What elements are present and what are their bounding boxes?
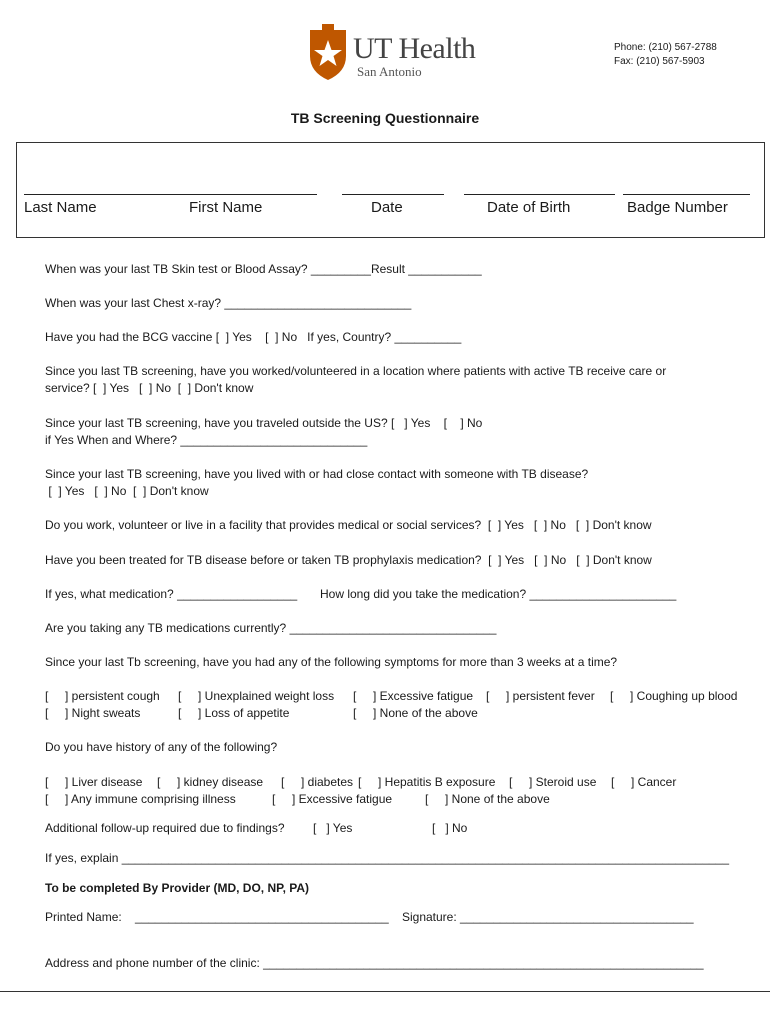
- date-field-line[interactable]: [342, 194, 444, 195]
- question-close-contact-options[interactable]: [ ] Yes [ ] No [ ] Don't know: [45, 484, 209, 498]
- question-treated[interactable]: Have you been treated for TB disease before or taken TB prophylaxis medication? [ ] Yes [ ] No [ ] Don't know: [45, 553, 652, 567]
- checkbox-loss-of-appetite[interactable]: [ ] Loss of appetite: [178, 706, 290, 720]
- checkbox-history-none[interactable]: [ ] None of the above: [425, 792, 550, 806]
- checkbox-followup-no[interactable]: [ ] No: [432, 821, 468, 835]
- checkbox-kidney-disease[interactable]: [ ] kidney disease: [157, 775, 264, 789]
- logo-subtext: San Antonio: [357, 64, 422, 79]
- question-facility[interactable]: Do you work, volunteer or live in a facility that provides medical or social services? [ ] Yes [ ] No [ ] Don't know: [45, 518, 652, 532]
- name-field-line[interactable]: [24, 194, 317, 195]
- question-current-medications[interactable]: Are you taking any TB medications currently? _______________________________: [45, 621, 497, 635]
- question-history: Do you have history of any of the following?: [45, 740, 278, 754]
- phone-number: Phone: (210) 567-2788: [614, 42, 717, 53]
- dob-field-line[interactable]: [464, 194, 615, 195]
- question-bcg-vaccine[interactable]: Have you had the BCG vaccine [ ] Yes [ ] No If yes, Country? __________: [45, 330, 462, 344]
- last-name-label: Last Name: [24, 199, 97, 216]
- provider-name-signature-fields[interactable]: Printed Name: ______________________________________ Signature: ___________________________________: [45, 910, 694, 924]
- question-travel[interactable]: Since your last TB screening, have you traveled outside the US? [ ] Yes [ ] No: [45, 416, 483, 430]
- followup-explain-field[interactable]: If yes, explain ___________________________________________________________________________________________: [45, 851, 730, 865]
- question-symptoms: Since your last Tb screening, have you had any of the following symptoms for more than 3 weeks at a time?: [45, 655, 618, 669]
- question-worked-location-line1: Since you last TB screening, have you worked/volunteered in a location where patients with active TB receive care or: [45, 364, 667, 378]
- question-followup: Additional follow-up required due to findings?: [45, 821, 285, 835]
- provider-section-heading: To be completed By Provider (MD, DO, NP, PA): [45, 881, 310, 895]
- question-medication-how-long[interactable]: How long did you take the medication? ______________________: [320, 587, 677, 601]
- fax-number: Fax: (210) 567-5903: [614, 56, 705, 67]
- question-close-contact: Since your last TB screening, have you lived with or had close contact with someone with TB disease?: [45, 467, 589, 481]
- checkbox-cancer[interactable]: [ ] Cancer: [611, 775, 677, 789]
- badge-number-label: Badge Number: [627, 199, 728, 216]
- checkbox-liver-disease[interactable]: [ ] Liver disease: [45, 775, 143, 789]
- checkbox-persistent-fever[interactable]: [ ] persistent fever: [486, 689, 595, 703]
- checkbox-steroid-use[interactable]: [ ] Steroid use: [509, 775, 597, 789]
- checkbox-symptoms-none[interactable]: [ ] None of the above: [353, 706, 478, 720]
- checkbox-night-sweats[interactable]: [ ] Night sweats: [45, 706, 141, 720]
- badge-field-line[interactable]: [623, 194, 750, 195]
- checkbox-persistent-cough[interactable]: [ ] persistent cough: [45, 689, 160, 703]
- checkbox-excessive-fatigue[interactable]: [ ] Excessive fatigue: [353, 689, 474, 703]
- checkbox-hepatitis-b[interactable]: [ ] Hepatitis B exposure: [358, 775, 496, 789]
- checkbox-history-fatigue[interactable]: [ ] Excessive fatigue: [272, 792, 393, 806]
- checkbox-coughing-blood[interactable]: [ ] Coughing up blood: [610, 689, 738, 703]
- checkbox-weight-loss[interactable]: [ ] Unexplained weight loss: [178, 689, 335, 703]
- page-title: TB Screening Questionnaire: [290, 110, 480, 126]
- clinic-address-field[interactable]: Address and phone number of the clinic: __________________________________________________________________: [45, 956, 704, 970]
- checkbox-followup-yes[interactable]: [ ] Yes: [313, 821, 353, 835]
- question-last-tb-test[interactable]: When was your last TB Skin test or Blood Assay? _________Result ___________: [45, 262, 482, 276]
- dob-label: Date of Birth: [487, 199, 571, 216]
- first-name-label: First Name: [189, 199, 263, 216]
- question-travel-where[interactable]: if Yes When and Where? ____________________________: [45, 433, 368, 447]
- question-worked-location-options[interactable]: service? [ ] Yes [ ] No [ ] Don't know: [45, 381, 254, 395]
- question-medication-what[interactable]: If yes, what medication? __________________: [45, 587, 298, 601]
- checkbox-diabetes[interactable]: [ ] diabetes: [281, 775, 354, 789]
- identification-box: [16, 142, 765, 238]
- ut-health-shield-logo: [308, 22, 348, 82]
- checkbox-immune-illness[interactable]: [ ] Any immune comprising illness: [45, 792, 236, 806]
- question-chest-xray[interactable]: When was your last Chest x-ray? ____________________________: [45, 296, 412, 310]
- footer-divider: [0, 991, 770, 992]
- date-label: Date: [371, 199, 403, 216]
- logo-wordmark: UT Health: [353, 32, 476, 65]
